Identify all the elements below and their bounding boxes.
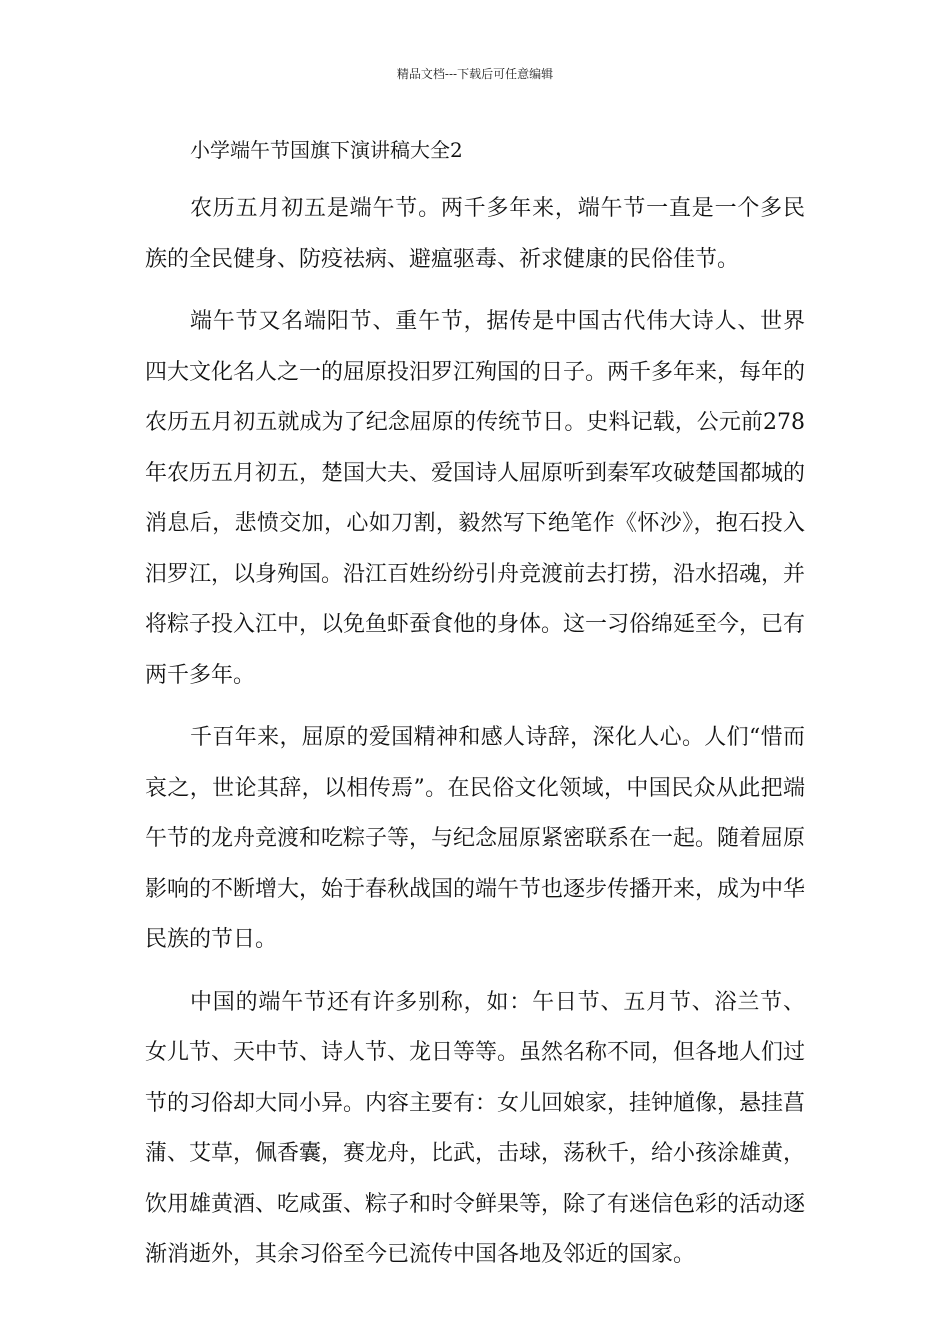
document-title: 小学端午节国旗下演讲稿大全2 [190, 138, 463, 162]
paragraph-2: 端午节又名端阳节、重午节，据传是中国古代伟大诗人、世界四大文化名人之一的屈原投汨罗江殉国的日子。两千多年来，每年的农历五月初五就成为了纪念屈原的传统节日。史料记载，公元前278年农历五月初五，楚国大夫、爱国诗人屈原听到秦军攻破楚国都城的消息后，悲愤交加，心如刀割，毅然写下绝笔作《怀沙》，抱石投入汨罗江，以身殉国。沿江百姓纷纷引舟竞渡前去打捞，沿水招魂，并将粽子投入江中，以免鱼虾蚕食他的身体。这一习俗绵延至今，已有两千多年。 [145, 309, 806, 688]
paragraph-3: 千百年来，屈原的爱国精神和感人诗辞，深化人心。人们“惜而哀之，世论其辞，以相传焉”。在民俗文化领域，中国民众从此把端午节的龙舟竞渡和吃粽子等，与纪念屈原紧密联系在一起。随着屈原影响的不断增大，始于春秋战国的端午节也逐步传播开来，成为中华民族的节日。 [145, 725, 806, 952]
document-body [145, 130, 805, 1293]
header-note: 精品文档---下载后可任意编辑 [396, 67, 554, 81]
paragraph-1: 农历五月初五是端午节。两千多年来，端午节一直是一个多民族的全民健身、防疫祛病、避瘟驱毒、祈求健康的民俗佳节。 [145, 196, 805, 272]
paragraph-4: 中国的端午节还有许多别称，如：午日节、五月节、浴兰节、女儿节、天中节、诗人节、龙日等等。虽然名称不同，但各地人们过节的习俗却大同小异。内容主要有：女儿回娘家，挂钟馗像，悬挂菖蒲、艾草，佩香囊，赛龙舟，比武，击球，荡秋千，给小孩涂雄黄，饮用雄黄酒、吃咸蛋、粽子和时令鲜果等，除了有迷信色彩的活动逐渐消逝外，其余习俗至今已流传中国各地及邻近的国家。 [145, 989, 806, 1267]
